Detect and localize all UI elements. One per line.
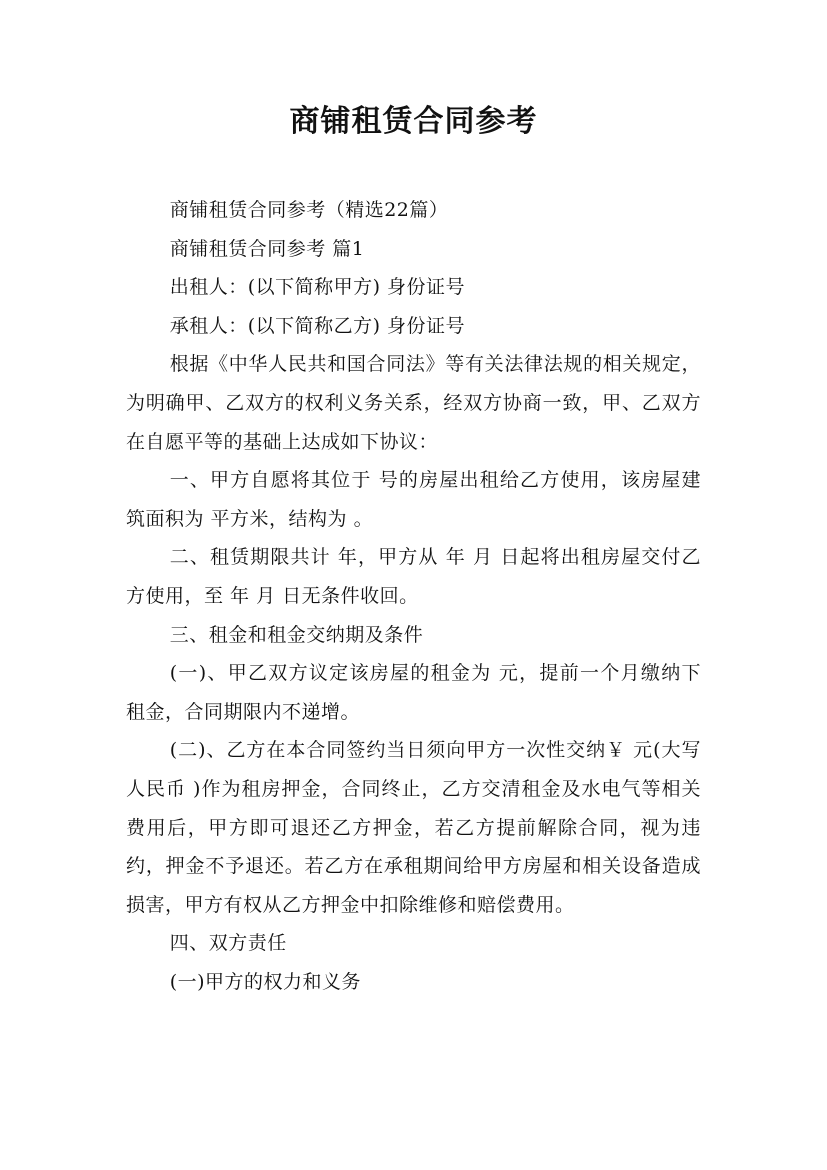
- paragraph-clause-1: 一、甲方自愿将其位于 号的房屋出租给乙方使用，该房屋建筑面积为 平方米，结构为 。: [126, 469, 701, 530]
- paragraph-clause-3-1: (一)、甲乙双方议定该房屋的租金为 元，提前一个月缴纳下 租金，合同期限内不递增。: [126, 662, 701, 723]
- paragraph-subtitle: 商铺租赁合同参考（精选22篇）: [169, 199, 449, 221]
- document-title: 商铺租赁合同参考: [289, 104, 538, 139]
- paragraph-section-heading: 商铺租赁合同参考 篇1: [169, 237, 365, 260]
- paragraph-preamble: 根据《中华人民共和国合同法》等有关法律法规的相关规定，为明确甲、乙双方的权利义务关系，经双方协商一致，甲、乙双方在自愿平等的基础上达成如下协议：: [126, 353, 701, 453]
- paragraph-clause-2: 二、租赁期限共计 年，甲方从 年 月 日起将出租房屋交付乙方使用，至 年 月 日无条件收回。: [126, 546, 701, 607]
- paragraph-lessor: 出租人：(以下简称甲方) 身份证号: [169, 276, 466, 299]
- paragraph-clause-4-1: (一)甲方的权力和义务: [169, 970, 362, 993]
- paragraph-clause-4-heading: 四、双方责任: [169, 932, 287, 955]
- paragraph-lessee: 承租人：(以下简称乙方) 身份证号: [169, 314, 466, 337]
- paragraph-clause-3-2: (二)、乙方在本合同签约当日须向甲方一次性交纳￥ 元(大写人民币 )作为租房押金，合同终止，乙方交清租金及水电气等相关费用后，甲方即可退还乙方押金，若乙方提前解除合同，视为违约，押金不予退还。若乙方在承租期间给甲方房屋和相关设备造成损害，甲方有权从乙方押金中扣除维修和赔偿费用。: [126, 739, 701, 916]
- document-body: [126, 191, 701, 1001]
- paragraph-clause-3-heading: 三、租金和租金交纳期及条件: [169, 623, 424, 646]
